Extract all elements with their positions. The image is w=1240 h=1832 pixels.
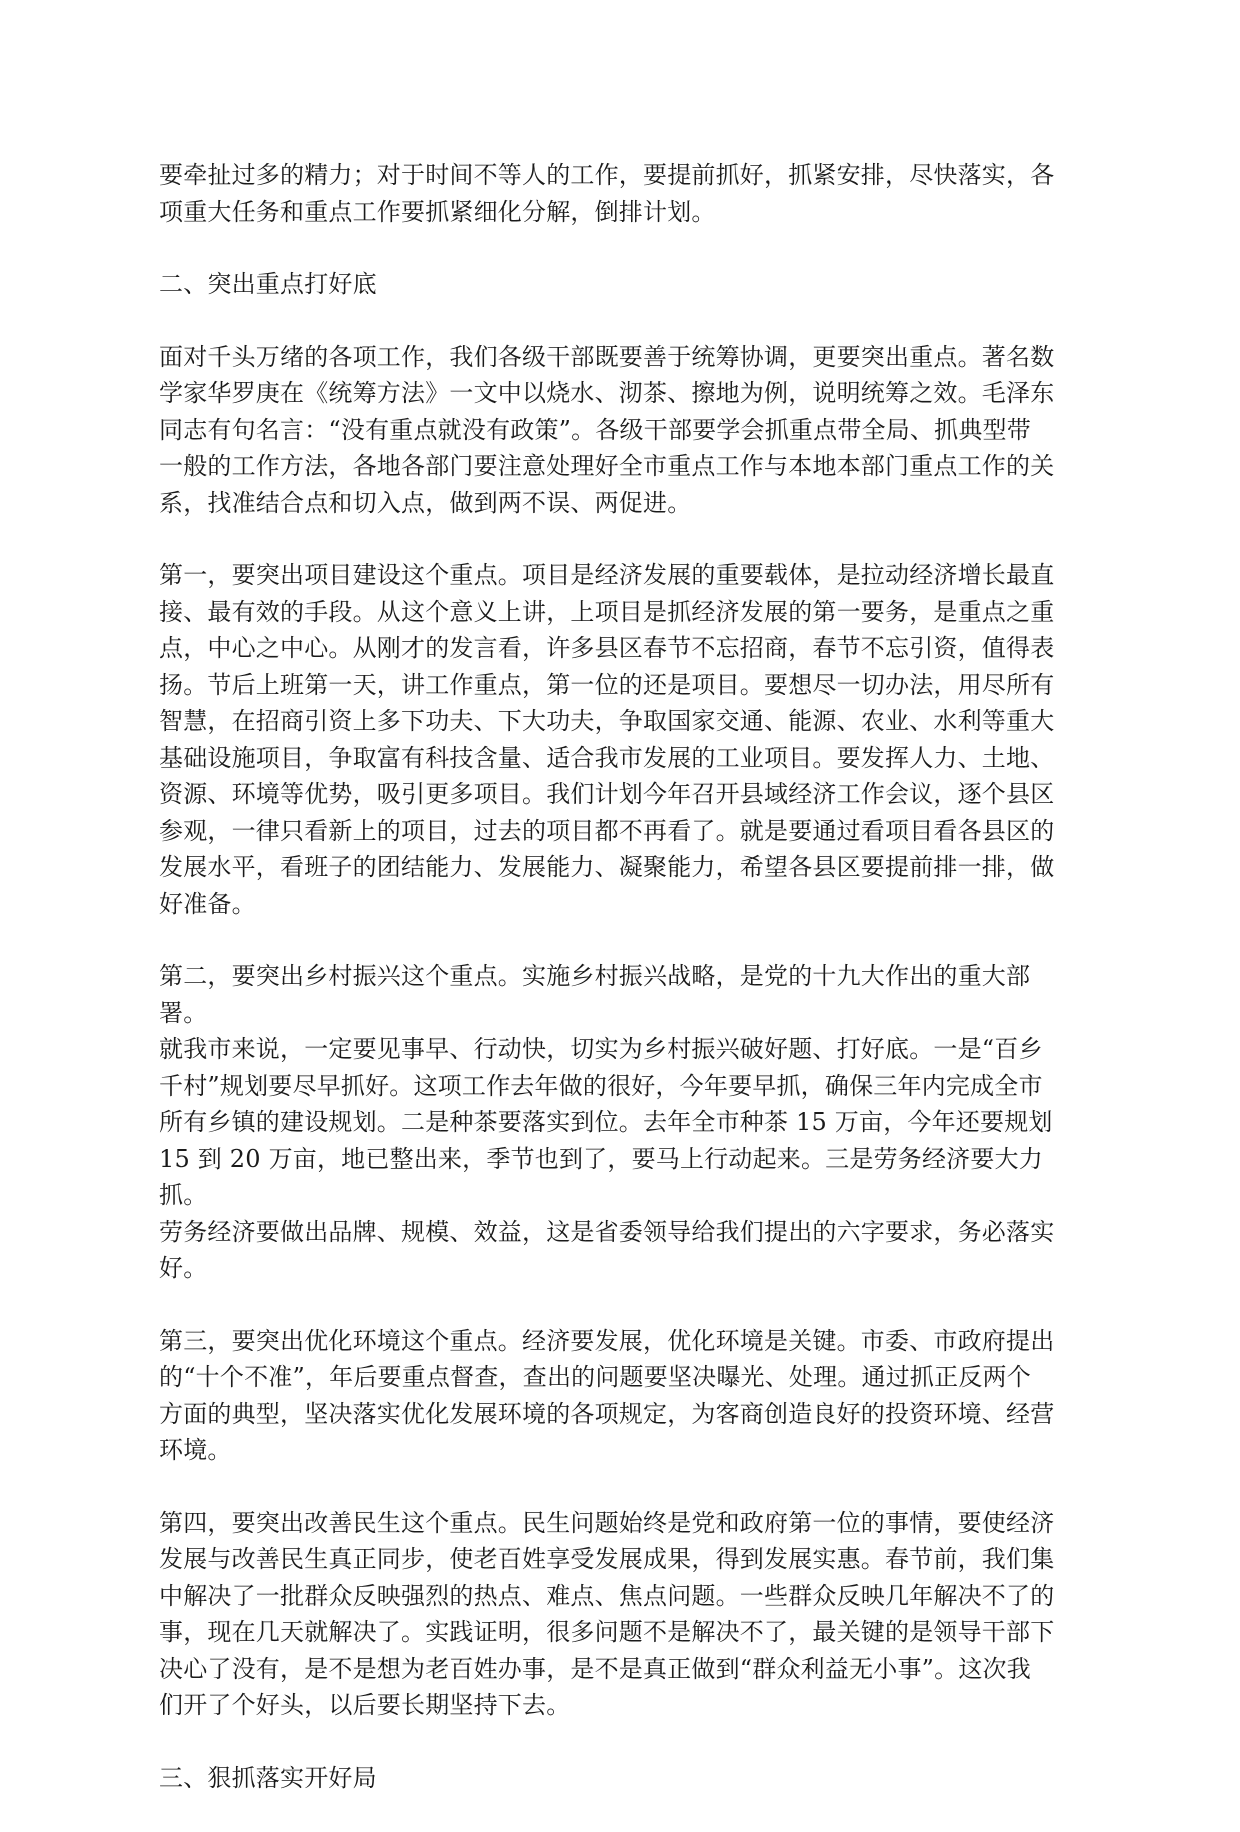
- paragraph-third-point: 第三，要突出优化环境这个重点。经济要发展，优化环境是关键。市委、市政府提出 的“十个不准”，年后要重点督查，查出的问题要坚决曝光、处理。通过抓正反两个 方面的典型，坚决落实优化发展环境的各项规定，为客商创造良好的投资环境、经营 环境。: [159, 1326, 1055, 1464]
- section-heading-2: 二、突出重点打好底: [159, 270, 377, 298]
- paragraph-continuation: 要牵扯过多的精力；对于时间不等人的工作，要提前抓好，抓紧安排，尽快落实，各 项重大任务和重点工作要抓紧细化分解，倒排计划。: [159, 161, 1055, 226]
- document-body: [159, 157, 1069, 1832]
- paragraph-overview: 面对千头万绪的各项工作，我们各级干部既要善于统筹协调，更要突出重点。著名数 学家华罗庚在《统筹方法》一文中以烧水、沏茶、擦地为例，说明统筹之效。毛泽东 同志有句名言：“没有重点就没有政策”。各级干部要学会抓重点带全局、抓典型带 一般的工作方法，各地各部门要注意处理好全市重点工作与本地本部门重点工作的关 系，找准结合点和切入点，做到两不误、两促进。: [159, 342, 1055, 517]
- paragraph-fourth-point: 第四，要突出改善民生这个重点。民生问题始终是党和政府第一位的事情，要使经济 发展与改善民生真正同步，使老百姓享受发展成果，得到发展实惠。春节前，我们集 中解决了一批群众反映强烈的热点、难点、焦点问题。一些群众反映几年解决不了的 事，现在几天就解决了。实践证明，很多问题不是解决不了，最关键的是领导干部下 决心了没有，是不是想为老百姓办事，是不是真正做到“群众利益无小事”。这次我 们开了个好头，以后要长期坚持下去。: [159, 1508, 1055, 1719]
- paragraph-first-point: 第一，要突出项目建设这个重点。项目是经济发展的重要载体，是拉动经济增长最直 接、最有效的手段。从这个意义上讲，上项目是抓经济发展的第一要务，是重点之重 点，中心之中心。从刚才的发言看，许多县区春节不忘招商，春节不忘引资，值得表 扬。节后上班第一天，讲工作重点，第一位的还是项目。要想尽一切办法，用尽所有 智慧，在招商引资上多下功夫、下大功夫，争取国家交通、能源、农业、水利等重大 基础设施项目，争取富有科技含量、适合我市发展的工业项目。要发挥人力、土地、 资源、环境等优势，吸引更多项目。我们计划今年召开县域经济工作会议，逐个县区 参观，一律只看新上的项目，过去的项目都不再看了。就是要通过看项目看各县区的 发展水平，看班子的团结能力、发展能力、凝聚能力，希望各县区要提前排一排，做 好准备。: [159, 561, 1055, 918]
- paragraph-second-point: 第二，要突出乡村振兴这个重点。实施乡村振兴战略，是党的十九大作出的重大部署。 就我市来说，一定要见事早、行动快，切实为乡村振兴破好题、打好底。一是“百乡 千村”规划要尽早抓好。这项工作去年做的很好，今年要早抓，确保三年内完成全市 所有乡镇的建设规划。二是种茶要落实到位。去年全市种茶 15 万亩，今年还要规划 15 到 20 万亩，地已整出来，季节也到了，要马上行动起来。三是劳务经济要大力抓。 劳务经济要做出品牌、规模、效益，这是省委领导给我们提出的六字要求，务必落实 好。: [159, 962, 1055, 1282]
- section-heading-3: 三、狠抓落实开好局: [159, 1763, 377, 1792]
